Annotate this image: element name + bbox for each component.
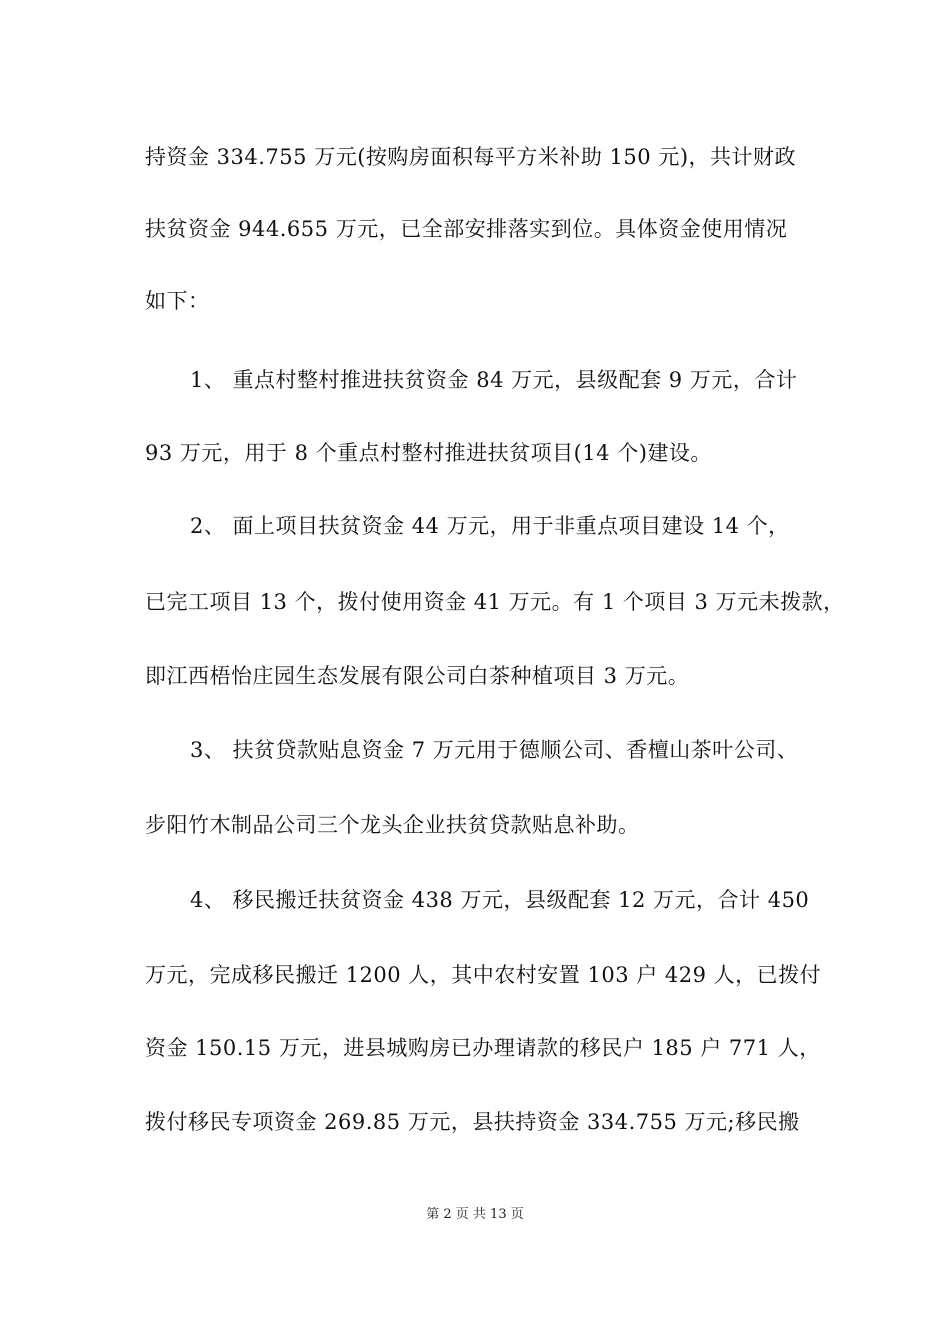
page-number: 第 2 页 共 13 页: [426, 1207, 524, 1222]
text-line: 已完工项目 13 个，拨付使用资金 41 万元。有 1 个项目 3 万元未拨款，: [145, 590, 845, 614]
text-line: 93 万元，用于 8 个重点村整村推进扶贫项目(14 个)建设。: [145, 441, 712, 465]
text-line: 步阳竹木制品公司三个龙头企业扶贫贷款贴息补助。: [145, 813, 640, 837]
text-line: 扶贫资金 944.655 万元，已全部安排落实到位。具体资金使用情况: [145, 217, 788, 241]
text-line: 如下：: [145, 289, 210, 313]
list-item-3: 3、 扶贫贷款贴息资金 7 万元用于德顺公司、香檀山茶叶公司、: [190, 738, 799, 762]
text-line: 即江西梧怡庄园生态发展有限公司白茶种植项目 3 万元。: [145, 664, 690, 688]
list-item-1: 1、 重点村整村推进扶贫资金 84 万元，县级配套 9 万元，合计: [190, 368, 798, 392]
text-line: 万元，完成移民搬迁 1200 人，其中农村安置 103 户 429 人，已拨付: [145, 963, 822, 987]
list-item-4: 4、 移民搬迁扶贫资金 438 万元，县级配套 12 万元，合计 450: [190, 888, 810, 912]
text-line: 资金 150.15 万元，进县城购房已办理请款的移民户 185 户 771 人，: [145, 1036, 821, 1060]
text-line: 持资金 334.755 万元(按购房面积每平方米补助 150 元)，共计财政: [145, 145, 797, 169]
text-line: 拨付移民专项资金 269.85 万元，县扶持资金 334.755 万元;移民搬: [145, 1110, 800, 1134]
list-item-2: 2、 面上项目扶贫资金 44 万元，用于非重点项目建设 14 个，: [190, 514, 790, 538]
